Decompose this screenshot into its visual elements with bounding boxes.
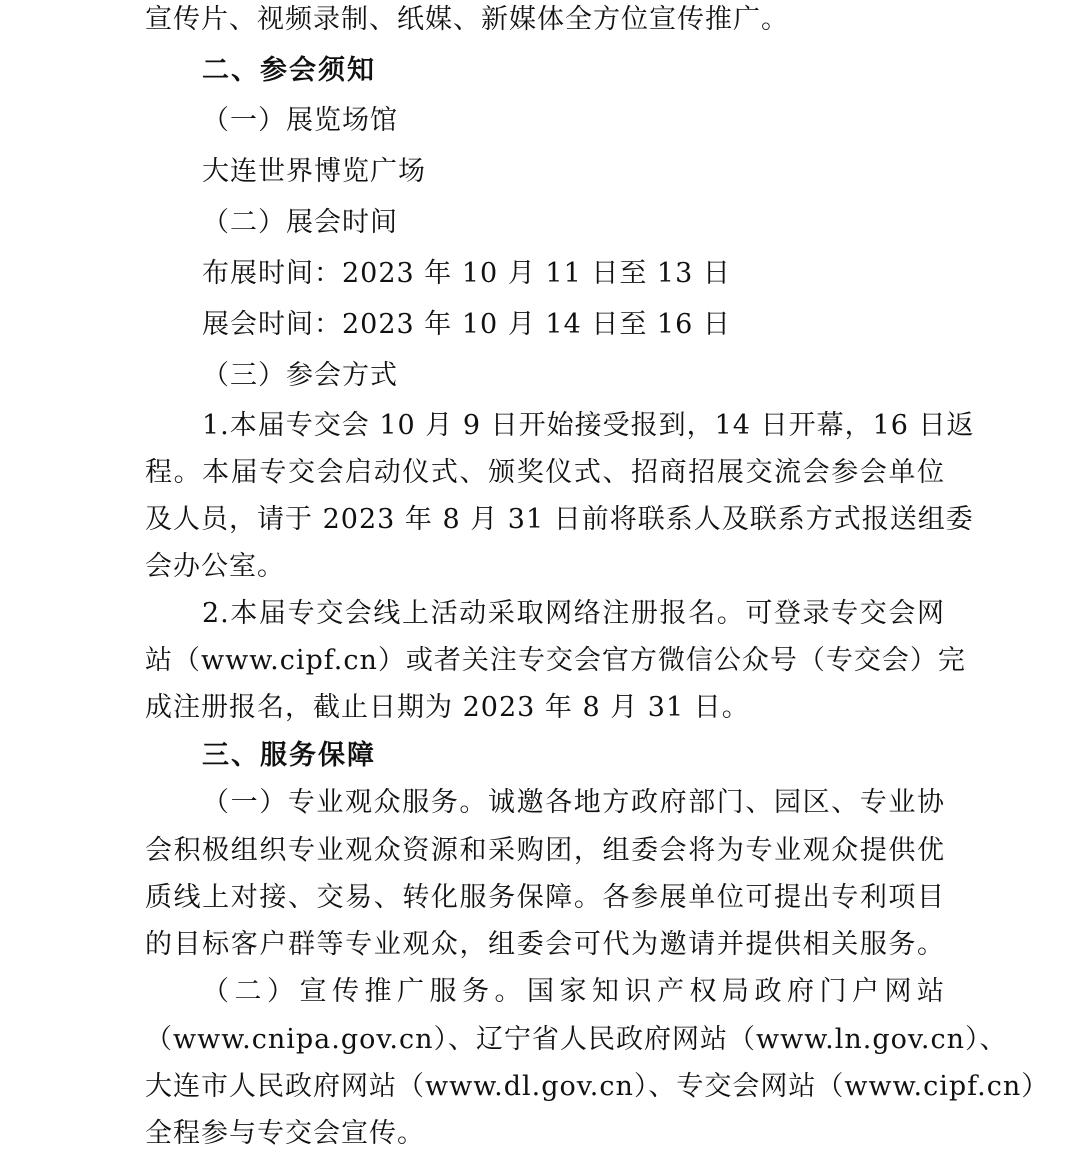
paragraph-line: 2.本届专交会线上活动采取网络注册报名。可登录专交会网 xyxy=(202,598,945,629)
paragraph-line: 大连市人民政府网站（www.dl.gov.cn）、专交会网站（www.cipf.cn） xyxy=(145,1071,1050,1102)
paragraph-line: 宣传片、视频录制、纸媒、新媒体全方位宣传推广。 xyxy=(145,4,789,35)
paragraph-line: 站（www.cipf.cn）或者关注专交会官方微信公众号（专交会）完 xyxy=(145,645,966,676)
paragraph-line: 会积极组织专业观众资源和采购团，组委会将为专业观众提供优 xyxy=(145,835,945,866)
subsection-heading: （二）展会时间 xyxy=(202,207,398,238)
paragraph-line: 展会时间：2023 年 10 月 14 日至 16 日 xyxy=(202,309,731,340)
paragraph-line: 程。本届专交会启动仪式、颁奖仪式、招商招展交流会参会单位 xyxy=(145,457,945,488)
paragraph-line: （二）宣传推广服务。国家知识产权局政府门户网站 xyxy=(202,976,945,1007)
subsection-heading: （一）展览场馆 xyxy=(202,105,398,136)
paragraph-line: 大连世界博览广场 xyxy=(202,156,426,187)
paragraph-line: 质线上对接、交易、转化服务保障。各参展单位可提出专利项目 xyxy=(145,882,945,913)
paragraph-line: 的目标客户群等专业观众，组委会可代为邀请并提供相关服务。 xyxy=(145,929,945,960)
paragraph-line: 布展时间：2023 年 10 月 11 日至 13 日 xyxy=(202,258,731,289)
subsection-heading: （三）参会方式 xyxy=(202,360,398,391)
paragraph-line: （一）专业观众服务。诚邀各地方政府部门、园区、专业协 xyxy=(202,787,945,818)
paragraph-line: （www.cnipa.gov.cn）、辽宁省人民政府网站（www.ln.gov.cn）、 xyxy=(145,1024,1008,1055)
section-heading: 二、参会须知 xyxy=(202,55,376,86)
paragraph-line: 1.本届专交会 10 月 9 日开始接受报到，14 日开幕，16 日返 xyxy=(202,410,975,441)
paragraph-line: 全程参与专交会宣传。 xyxy=(145,1118,425,1149)
paragraph-line: 会办公室。 xyxy=(145,551,285,582)
paragraph-line: 及人员，请于 2023 年 8 月 31 日前将联系人及联系方式报送组委 xyxy=(145,504,974,535)
paragraph-line: 成注册报名，截止日期为 2023 年 8 月 31 日。 xyxy=(145,692,750,723)
section-heading: 三、服务保障 xyxy=(202,740,376,771)
